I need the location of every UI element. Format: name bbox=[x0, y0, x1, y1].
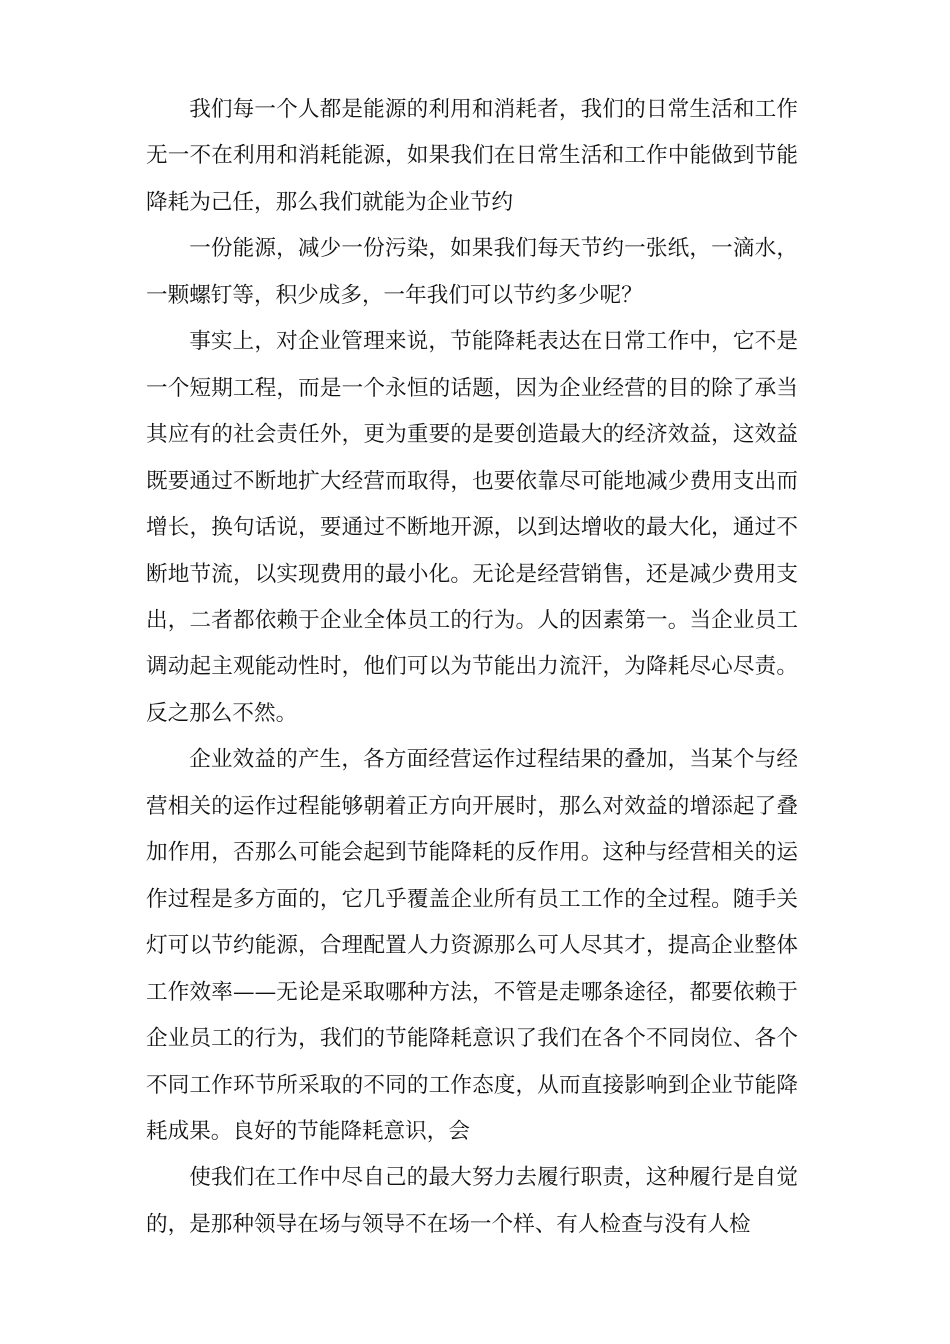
paragraph-1: 我们每一个人都是能源的利用和消耗者，我们的日常生活和工作无一不在利用和消耗能源，如果我们在日常生活和工作中能做到节能降耗为己任，那么我们就能为企业节约 bbox=[146, 97, 798, 215]
paragraph-3: 事实上，对企业管理来说，节能降耗表达在日常工作中，它不是一个短期工程，而是一个永恒的话题，因为企业经营的目的除了承当其应有的社会责任外，更为重要的是要创造最大的经济效益，这效益既要通过不断地扩大经营而取得，也要依靠尽可能地减少费用支出而增长，换句话说，要通过不断地开源，以到达增收的最大化，通过不断地节流，以实现费用的最小化。无论是经营销售，还是减少费用支出，二者都依赖于企业全体员工的行为。人的因素第一。当企业员工调动起主观能动性时，他们可以为节能出力流汗，为降耗尽心尽责。反之那么不然。 bbox=[146, 329, 798, 726]
document-body bbox=[146, 87, 798, 1248]
paragraph-5: 使我们在工作中尽自己的最大努力去履行职责，这种履行是自觉的，是那种领导在场与领导不在场一个样、有人检查与没有人检 bbox=[146, 1165, 798, 1237]
paragraph-2: 一份能源，减少一份污染，如果我们每天节约一张纸，一滴水，一颗螺钉等，积少成多，一年我们可以节约多少呢？ bbox=[146, 236, 798, 308]
paragraph-4: 企业效益的产生，各方面经营运作过程结果的叠加，当某个与经营相关的运作过程能够朝着正方向开展时，那么对效益的增添起了叠加作用，否那么可能会起到节能降耗的反作用。这种与经营相关的运作过程是多方面的，它几乎覆盖企业所有员工工作的全过程。随手关灯可以节约能源，合理配置人力资源那么可人尽其才，提高企业整体工作效率——无论是采取哪种方法，不管是走哪条途径，都要依赖于企业员工的行为，我们的节能降耗意识了我们在各个不同岗位、各个不同工作环节所采取的不同的工作态度，从而直接影响到企业节能降耗成果。良好的节能降耗意识，会 bbox=[146, 747, 798, 1144]
